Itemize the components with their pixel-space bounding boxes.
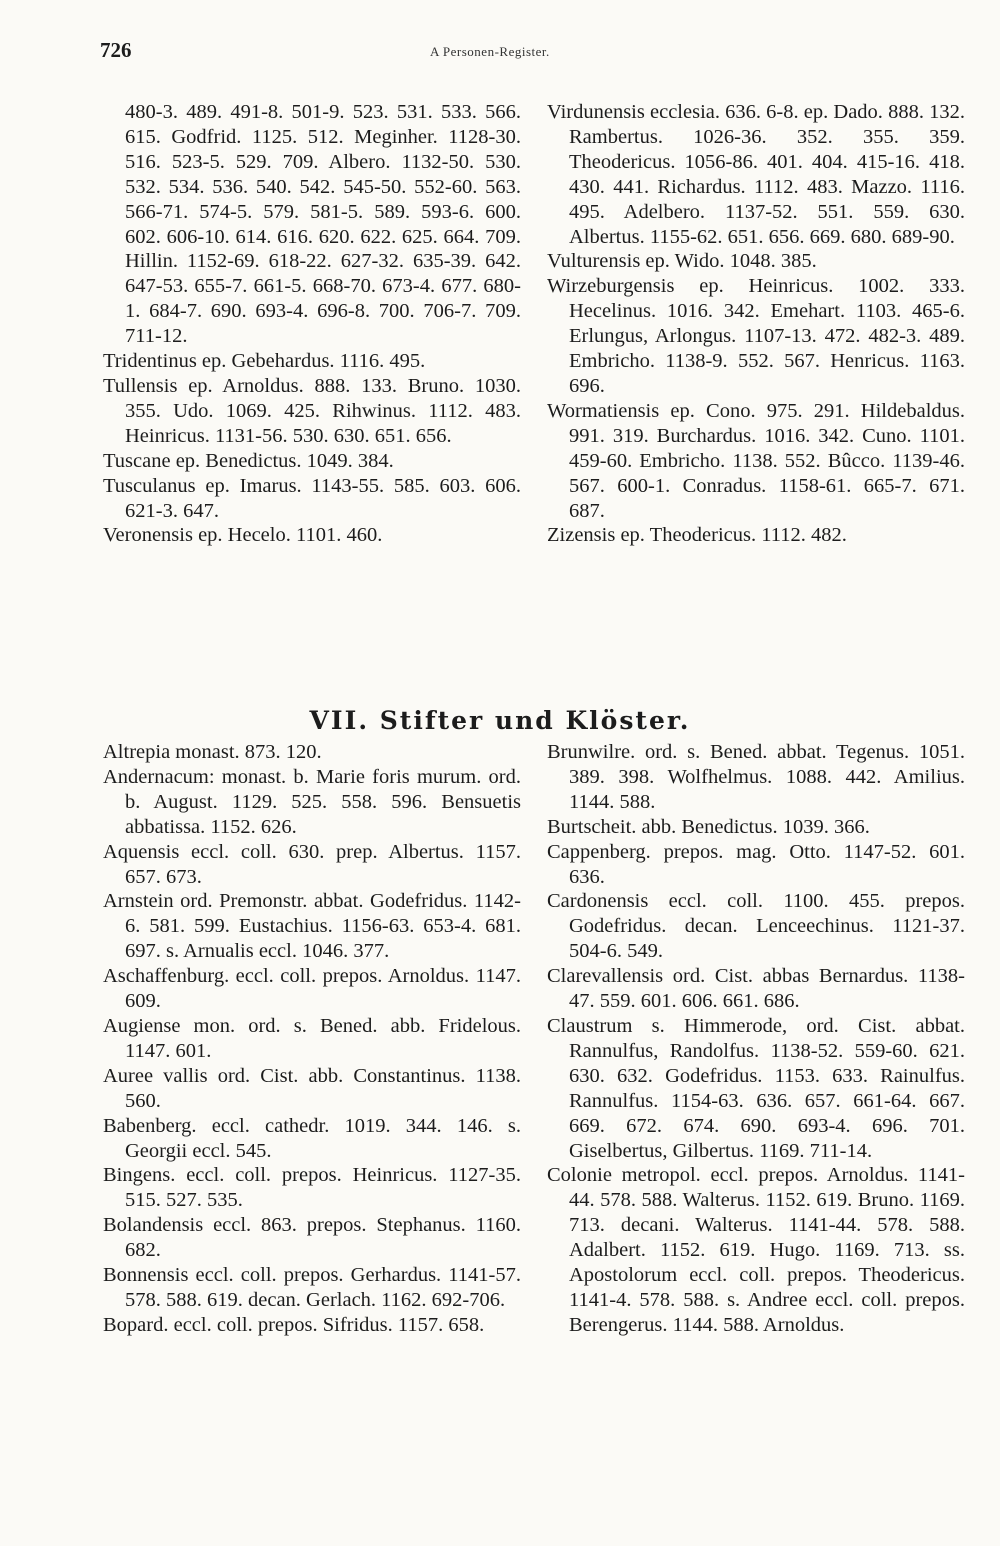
register-entry: Aschaffenburg. eccl. coll. prepos. Arnoldus. 1147. 609. <box>103 965 521 1013</box>
register-entry: Tusculanus ep. Imarus. 1143-55. 585. 603. 606. 621-3. 647. <box>103 474 521 522</box>
register-entry: Veronensis ep. Hecelo. 1101. 460. <box>103 524 383 547</box>
register-entry: Andernacum: monast. b. Marie foris murum. ord. b. August. 1129. 525. 558. 596. Bensuetis abbatissa. 1152. 626. <box>103 765 521 838</box>
register-entry: Burtscheit. abb. Benedictus. 1039. 366. <box>547 815 870 838</box>
register-entry: Bolandensis eccl. 863. prepos. Stephanus. 1160. 682. <box>103 1214 521 1262</box>
register-entry: Tullensis ep. Arnoldus. 888. 133. Bruno. 1030. 355. Udo. 1069. 425. Rihwinus. 1112. 483. Heinricus. 1131-56. 530. 630. 651. 656. <box>103 374 521 447</box>
register-entry: Brunwilre. ord. s. Bened. abbat. Tegenus. 1051. 389. 398. Wolfhelmus. 1088. 442. Amilius. 1144. 588. <box>547 741 965 813</box>
register-entry: Cappenberg. prepos. mag. Otto. 1147-52. 601. 636. <box>547 840 965 888</box>
register-entry: Arnstein ord. Premonstr. abbat. Godefridus. 1142-6. 581. 599. Eustachius. 1156-63. 653-4. 681. 697. s. Arnualis eccl. 1046. 377. <box>103 890 521 963</box>
register-entry: Altrepia monast. 873. 120. <box>103 741 322 763</box>
register-entry: Tuscane ep. Benedictus. 1049. 384. <box>103 449 394 472</box>
register-entry: Colonie metropol. eccl. prepos. Arnoldus. 1141-44. 578. 588. Walterus. 1152. 619. Bruno. 1169. 713. decani. Walterus. 1141-44. 578. 588. Adalbert. 1152. 619. Hugo. 1169. 713. ss. Apostolorum eccl. coll. prepos. Theodericus. 1141-4. 578. 588. s. Andree eccl. coll. prepos. Berengerus. 1144. 588. Arnoldus. <box>547 1164 965 1336</box>
page-header <box>100 38 970 68</box>
register-entry: Cardonensis eccl. coll. 1100. 455. prepos. Godefridus. decan. Lenceechinus. 1121-37. 504-6. 549. <box>547 890 965 963</box>
register-entry: Tridentinus ep. Gebehardus. 1116. 495. <box>103 350 426 373</box>
page-number: 726 <box>100 38 132 62</box>
top-left-column <box>103 100 521 548</box>
register-entry: Babenberg. eccl. cathedr. 1019. 344. 146. s. Georgii eccl. 545. <box>103 1114 521 1162</box>
register-entry: Clarevallensis ord. Cist. abbas Bernardus. 1138-47. 559. 601. 606. 661. 686. <box>547 965 965 1013</box>
register-entry: Wormatiensis ep. Cono. 975. 291. Hildebaldus. 991. 319. Burchardus. 1016. 342. Cuno. 1101. 459-60. Embricho. 1138. 552. Bûcco. 1139-46. 567. 600-1. Conradus. 1158-61. 665-7. 671. 687. <box>547 399 965 522</box>
register-entry: Augiense mon. ord. s. Bened. abb. Fridelous. 1147. 601. <box>103 1014 521 1062</box>
top-right-column <box>547 100 965 548</box>
register-entry: Bopard. eccl. coll. prepos. Sifridus. 1157. 658. <box>103 1313 485 1336</box>
register-entry: Vulturensis ep. Wido. 1048. 385. <box>547 250 817 273</box>
bottom-left-column <box>103 740 521 1338</box>
register-entry: Zizensis ep. Theodericus. 1112. 482. <box>547 524 847 547</box>
register-entry: Aquensis eccl. coll. 630. prep. Albertus. 1157. 657. 673. <box>103 840 521 888</box>
section-title: VII. Stifter und Klöster. <box>309 706 691 735</box>
bottom-right-column <box>547 740 965 1338</box>
register-entry: Bonnensis eccl. coll. prepos. Gerhardus. 1141-57. 578. 588. 619. decan. Gerlach. 1162. 692-706. <box>103 1264 521 1311</box>
register-entry: Virdunensis ecclesia. 636. 6-8. ep. Dado. 888. 132. Rambertus. 1026-36. 352. 355. 359. Theodericus. 1056-86. 401. 404. 415-16. 418. 430. 441. Richardus. 1112. 483. Mazzo. 1116. 495. Adelbero. 1137-52. 551. 559. 630. Albertus. 1155-62. 651. 656. 669. 680. 689-90. <box>547 101 965 248</box>
register-entry: 480-3. 489. 491-8. 501-9. 523. 531. 533. 566. 615. Godfrid. 1125. 512. Meginher. 1128-30. 516. 523-5. 529. 709. Albero. 1132-50. 530. 532. 534. 536. 540. 542. 545-50. 552-60. 563. 566-71. 574-5. 579. 581-5. 589. 593-6. 600. 602. 606-10. 614. 616. 620. 622. 625. 664. 709. Hillin. 1152-69. 618-22. 627-32. 635-39. 642. 647-53. 655-7. 661-5. 668-70. 673-4. 677. 680-1. 684-7. 690. 693-4. 696-8. 700. 706-7. 709. 711-12. <box>125 101 521 348</box>
running-head: A Personen-Register. <box>430 44 550 59</box>
register-entry: Claustrum s. Himmerode, ord. Cist. abbat. Rannulfus, Randolfus. 1138-52. 559-60. 621. 630. 632. Godefridus. 1153. 633. Rainulfus. Rannulfus. 1154-63. 636. 657. 661-64. 667. 669. 672. 674. 690. 693-4. 696. 701. Giselbertus, Gilbertus. 1169. 711-14. <box>547 1014 965 1162</box>
register-entry: Wirzeburgensis ep. Heinricus. 1002. 333. Hecelinus. 1016. 342. Emehart. 1103. 465-6. Erlungus, Arlongus. 1107-13. 472. 482-3. 489. Embricho. 1138-9. 552. 567. Henricus. 1163. 696. <box>547 275 965 397</box>
register-entry: Auree vallis ord. Cist. abb. Constantinus. 1138. 560. <box>103 1064 521 1112</box>
register-entry: Bingens. eccl. coll. prepos. Heinricus. 1127-35. 515. 527. 535. <box>103 1164 521 1212</box>
